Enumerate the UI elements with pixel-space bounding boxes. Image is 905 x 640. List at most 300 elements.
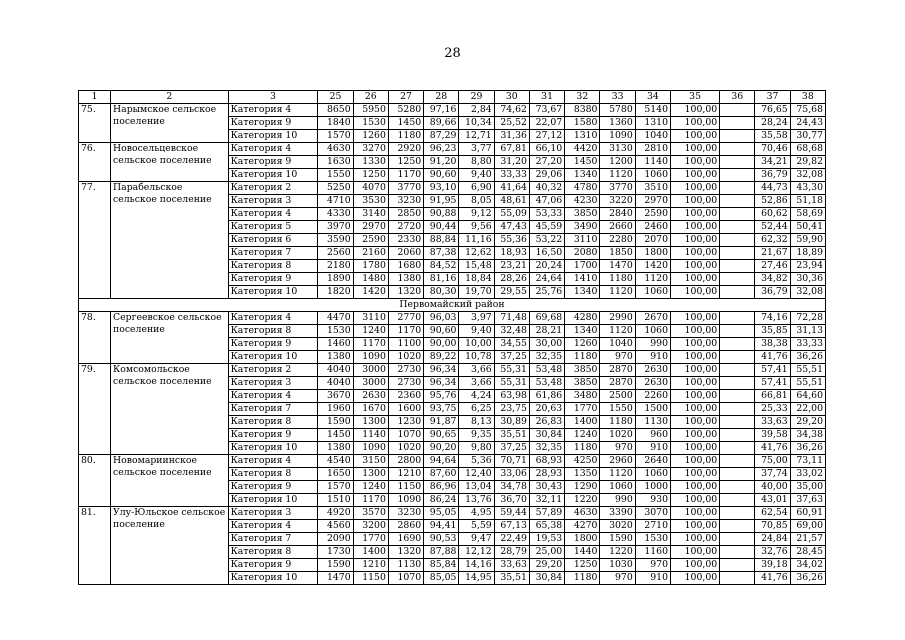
value-cell: 2640	[635, 455, 670, 468]
value-cell: 1800	[635, 247, 670, 260]
row-number: 79.	[79, 364, 111, 455]
column-header: 29	[459, 91, 494, 104]
value-cell: 32,48	[494, 325, 529, 338]
value-cell: 13,76	[459, 494, 494, 507]
value-cell: 1730	[318, 546, 353, 559]
value-cell: 4560	[318, 520, 353, 533]
value-cell: 97,16	[424, 104, 459, 117]
value-cell: 100,00	[671, 169, 720, 182]
value-cell: 1250	[353, 169, 388, 182]
table-row	[79, 364, 826, 377]
value-cell: 100,00	[671, 117, 720, 130]
settlement-name: Новомариинское сельское поселение	[111, 455, 229, 507]
value-cell: 1570	[318, 481, 353, 494]
value-cell: 1000	[635, 481, 670, 494]
category-cell: Категория 4	[228, 143, 318, 156]
value-cell: 100,00	[671, 156, 720, 169]
value-cell: 37,63	[790, 494, 825, 507]
value-cell	[720, 520, 755, 533]
value-cell: 4420	[565, 143, 600, 156]
value-cell: 4230	[565, 195, 600, 208]
value-cell: 64,60	[790, 390, 825, 403]
value-cell: 4330	[318, 208, 353, 221]
value-cell: 2670	[635, 312, 670, 325]
value-cell: 1840	[318, 117, 353, 130]
value-cell: 68,93	[529, 455, 564, 468]
value-cell: 1570	[318, 130, 353, 143]
column-header: 38	[790, 91, 825, 104]
value-cell: 90,65	[424, 429, 459, 442]
value-cell: 36,79	[755, 286, 790, 299]
value-cell: 5,59	[459, 520, 494, 533]
value-cell: 60,62	[755, 208, 790, 221]
value-cell: 1340	[565, 325, 600, 338]
value-cell: 1120	[600, 286, 635, 299]
value-cell: 1530	[353, 117, 388, 130]
value-cell: 24,64	[529, 273, 564, 286]
value-cell: 74,62	[494, 104, 529, 117]
value-cell: 3270	[353, 143, 388, 156]
value-cell: 100,00	[671, 338, 720, 351]
value-cell: 44,73	[755, 182, 790, 195]
value-cell: 3670	[318, 390, 353, 403]
value-cell: 4280	[565, 312, 600, 325]
value-cell: 1170	[388, 169, 423, 182]
value-cell: 4540	[318, 455, 353, 468]
value-cell: 23,75	[494, 403, 529, 416]
value-cell: 1130	[635, 416, 670, 429]
value-cell: 9,47	[459, 533, 494, 546]
value-cell: 67,81	[494, 143, 529, 156]
value-cell: 910	[635, 442, 670, 455]
row-number: 75.	[79, 104, 111, 143]
value-cell: 1320	[388, 286, 423, 299]
value-cell: 28,24	[755, 117, 790, 130]
value-cell: 1040	[600, 338, 635, 351]
value-cell: 2730	[388, 364, 423, 377]
value-cell: 910	[635, 572, 670, 585]
value-cell: 27,12	[529, 130, 564, 143]
value-cell: 96,34	[424, 364, 459, 377]
value-cell: 100,00	[671, 364, 720, 377]
value-cell: 75,68	[790, 104, 825, 117]
value-cell: 100,00	[671, 351, 720, 364]
value-cell: 68,68	[790, 143, 825, 156]
value-cell: 85,05	[424, 572, 459, 585]
value-cell: 100,00	[671, 247, 720, 260]
value-cell: 43,01	[755, 494, 790, 507]
page-number: 28	[444, 46, 461, 61]
value-cell: 32,11	[529, 494, 564, 507]
value-cell: 930	[635, 494, 670, 507]
value-cell: 55,31	[494, 364, 529, 377]
value-cell: 3,97	[459, 312, 494, 325]
value-cell: 1180	[600, 416, 635, 429]
value-cell: 1290	[565, 481, 600, 494]
value-cell: 4780	[565, 182, 600, 195]
value-cell: 2770	[388, 312, 423, 325]
value-cell: 20,24	[529, 260, 564, 273]
value-cell: 2,84	[459, 104, 494, 117]
value-cell: 3070	[635, 507, 670, 520]
value-cell: 5250	[318, 182, 353, 195]
value-cell: 88,84	[424, 234, 459, 247]
value-cell: 94,64	[424, 455, 459, 468]
value-cell: 29,82	[790, 156, 825, 169]
value-cell: 1770	[565, 403, 600, 416]
value-cell: 96,34	[424, 377, 459, 390]
value-cell: 2630	[635, 364, 670, 377]
value-cell: 1150	[388, 481, 423, 494]
value-cell: 1350	[565, 468, 600, 481]
value-cell	[720, 572, 755, 585]
value-cell: 47,06	[529, 195, 564, 208]
value-cell: 2860	[388, 520, 423, 533]
value-cell: 36,26	[790, 572, 825, 585]
value-cell: 75,00	[755, 455, 790, 468]
value-cell: 74,16	[755, 312, 790, 325]
value-cell: 1670	[353, 403, 388, 416]
value-cell: 9,40	[459, 169, 494, 182]
value-cell: 1220	[565, 494, 600, 507]
category-cell: Категория 8	[228, 260, 318, 273]
value-cell: 33,33	[494, 169, 529, 182]
value-cell: 69,68	[529, 312, 564, 325]
value-cell: 1460	[318, 338, 353, 351]
value-cell: 100,00	[671, 546, 720, 559]
value-cell	[720, 221, 755, 234]
value-cell: 11,16	[459, 234, 494, 247]
value-cell: 91,95	[424, 195, 459, 208]
value-cell: 1240	[353, 325, 388, 338]
value-cell: 19,70	[459, 286, 494, 299]
value-cell: 1510	[318, 494, 353, 507]
category-cell: Категория 10	[228, 130, 318, 143]
value-cell: 96,23	[424, 143, 459, 156]
value-cell: 3130	[600, 143, 635, 156]
value-cell: 41,76	[755, 442, 790, 455]
value-cell: 1210	[388, 468, 423, 481]
value-cell: 4040	[318, 377, 353, 390]
value-cell	[720, 208, 755, 221]
value-cell: 1240	[353, 481, 388, 494]
value-cell	[720, 429, 755, 442]
value-cell: 33,33	[790, 338, 825, 351]
category-cell: Категория 2	[228, 364, 318, 377]
value-cell: 990	[635, 338, 670, 351]
value-cell: 1160	[635, 546, 670, 559]
value-cell: 3770	[388, 182, 423, 195]
value-cell: 3850	[565, 364, 600, 377]
value-cell: 91,20	[424, 156, 459, 169]
value-cell: 27,46	[755, 260, 790, 273]
value-cell: 2560	[318, 247, 353, 260]
value-cell: 1090	[600, 130, 635, 143]
value-cell: 3000	[353, 364, 388, 377]
value-cell: 5950	[353, 104, 388, 117]
value-cell: 47,43	[494, 221, 529, 234]
value-cell: 910	[635, 351, 670, 364]
category-cell: Категория 9	[228, 481, 318, 494]
value-cell: 1060	[635, 468, 670, 481]
value-cell	[720, 546, 755, 559]
value-cell: 52,44	[755, 221, 790, 234]
value-cell: 25,33	[755, 403, 790, 416]
column-header: 34	[635, 91, 670, 104]
value-cell: 1450	[565, 156, 600, 169]
category-cell: Категория 4	[228, 455, 318, 468]
value-cell: 1120	[600, 169, 635, 182]
value-cell: 95,76	[424, 390, 459, 403]
value-cell: 2630	[353, 390, 388, 403]
value-cell: 1360	[600, 117, 635, 130]
value-cell: 100,00	[671, 559, 720, 572]
category-cell: Категория 4	[228, 312, 318, 325]
value-cell: 1090	[353, 442, 388, 455]
value-cell: 1230	[388, 416, 423, 429]
table-row	[79, 182, 826, 195]
value-cell: 5280	[388, 104, 423, 117]
value-cell: 34,82	[755, 273, 790, 286]
value-cell: 22,00	[790, 403, 825, 416]
value-cell: 53,48	[529, 377, 564, 390]
value-cell: 12,12	[459, 546, 494, 559]
value-cell: 1180	[565, 442, 600, 455]
value-cell: 1600	[388, 403, 423, 416]
value-cell: 970	[635, 559, 670, 572]
value-cell: 90,44	[424, 221, 459, 234]
value-cell: 1220	[600, 546, 635, 559]
value-cell: 87,29	[424, 130, 459, 143]
value-cell: 34,38	[790, 429, 825, 442]
value-cell: 62,54	[755, 507, 790, 520]
value-cell: 39,58	[755, 429, 790, 442]
value-cell: 58,69	[790, 208, 825, 221]
value-cell: 4630	[565, 507, 600, 520]
value-cell: 30,77	[790, 130, 825, 143]
value-cell: 1320	[388, 546, 423, 559]
value-cell: 21,57	[790, 533, 825, 546]
category-cell: Категория 3	[228, 377, 318, 390]
value-cell: 69,00	[790, 520, 825, 533]
value-cell: 3140	[353, 208, 388, 221]
value-cell: 2990	[600, 312, 635, 325]
value-cell: 34,02	[790, 559, 825, 572]
category-cell: Категория 7	[228, 533, 318, 546]
value-cell: 93,75	[424, 403, 459, 416]
value-cell: 100,00	[671, 468, 720, 481]
table-row	[79, 455, 826, 468]
value-cell: 1300	[353, 416, 388, 429]
value-cell: 1450	[318, 429, 353, 442]
value-cell: 1630	[318, 156, 353, 169]
table-row	[79, 143, 826, 156]
value-cell: 1700	[565, 260, 600, 273]
settlement-name: Парабельское сельское поселение	[111, 182, 229, 299]
value-cell: 2330	[388, 234, 423, 247]
value-cell: 18,93	[494, 247, 529, 260]
value-cell: 1150	[353, 572, 388, 585]
value-cell: 33,63	[494, 559, 529, 572]
value-cell	[720, 260, 755, 273]
value-cell: 100,00	[671, 390, 720, 403]
value-cell: 2850	[388, 208, 423, 221]
value-cell	[720, 286, 755, 299]
value-cell: 8,80	[459, 156, 494, 169]
value-cell: 1890	[318, 273, 353, 286]
column-header: 31	[529, 91, 564, 104]
value-cell: 2960	[600, 455, 635, 468]
value-cell: 1020	[600, 429, 635, 442]
value-cell	[720, 533, 755, 546]
value-cell: 62,32	[755, 234, 790, 247]
value-cell: 34,21	[755, 156, 790, 169]
value-cell: 5,36	[459, 455, 494, 468]
value-cell: 100,00	[671, 429, 720, 442]
value-cell	[720, 559, 755, 572]
value-cell: 1170	[353, 338, 388, 351]
value-cell: 2260	[635, 390, 670, 403]
value-cell: 100,00	[671, 195, 720, 208]
value-cell: 2970	[353, 221, 388, 234]
value-cell: 1180	[565, 351, 600, 364]
value-cell: 76,65	[755, 104, 790, 117]
value-cell: 1470	[318, 572, 353, 585]
category-cell: Категория 7	[228, 403, 318, 416]
value-cell: 73,11	[790, 455, 825, 468]
value-cell: 4,24	[459, 390, 494, 403]
value-cell: 3770	[600, 182, 635, 195]
value-cell: 12,71	[459, 130, 494, 143]
value-cell: 1530	[318, 325, 353, 338]
value-cell: 3110	[353, 312, 388, 325]
value-cell: 100,00	[671, 377, 720, 390]
value-cell: 4040	[318, 364, 353, 377]
value-cell: 86,24	[424, 494, 459, 507]
value-cell: 1180	[565, 572, 600, 585]
value-cell: 1480	[353, 273, 388, 286]
value-cell: 36,26	[790, 442, 825, 455]
value-cell	[720, 338, 755, 351]
value-cell: 990	[600, 494, 635, 507]
value-cell: 43,30	[790, 182, 825, 195]
value-cell: 9,40	[459, 325, 494, 338]
value-cell: 960	[635, 429, 670, 442]
value-cell: 90,20	[424, 442, 459, 455]
value-cell: 29,20	[790, 416, 825, 429]
settlement-name: Улу-Юльское сельское поселение	[111, 507, 229, 585]
row-number: 77.	[79, 182, 111, 299]
value-cell	[720, 494, 755, 507]
value-cell: 29,06	[529, 169, 564, 182]
value-cell: 31,20	[494, 156, 529, 169]
value-cell: 4250	[565, 455, 600, 468]
value-cell: 1070	[388, 429, 423, 442]
value-cell: 28,26	[494, 273, 529, 286]
value-cell: 13,04	[459, 481, 494, 494]
value-cell: 1380	[318, 442, 353, 455]
value-cell: 4,95	[459, 507, 494, 520]
value-cell: 1780	[353, 260, 388, 273]
value-cell: 1260	[353, 130, 388, 143]
value-cell: 1090	[353, 351, 388, 364]
value-cell: 970	[600, 442, 635, 455]
value-cell: 26,83	[529, 416, 564, 429]
category-cell: Категория 2	[228, 182, 318, 195]
value-cell: 2630	[635, 377, 670, 390]
value-cell: 3490	[565, 221, 600, 234]
column-header: 37	[755, 91, 790, 104]
category-cell: Категория 9	[228, 117, 318, 130]
value-cell: 1400	[565, 416, 600, 429]
category-cell: Категория 9	[228, 429, 318, 442]
value-cell: 30,84	[529, 429, 564, 442]
row-number: 76.	[79, 143, 111, 182]
value-cell	[720, 117, 755, 130]
value-cell: 5780	[600, 104, 635, 117]
value-cell: 87,38	[424, 247, 459, 260]
value-cell: 40,32	[529, 182, 564, 195]
value-cell: 1440	[565, 546, 600, 559]
value-cell: 4470	[318, 312, 353, 325]
value-cell: 87,60	[424, 468, 459, 481]
value-cell: 3850	[565, 377, 600, 390]
value-cell: 1650	[318, 468, 353, 481]
table-row	[79, 312, 826, 325]
value-cell: 70,46	[755, 143, 790, 156]
value-cell: 100,00	[671, 416, 720, 429]
value-cell: 100,00	[671, 325, 720, 338]
value-cell: 1060	[600, 481, 635, 494]
value-cell: 65,38	[529, 520, 564, 533]
value-cell: 37,25	[494, 351, 529, 364]
value-cell: 36,79	[755, 169, 790, 182]
value-cell: 3390	[600, 507, 635, 520]
value-cell: 35,00	[790, 481, 825, 494]
value-cell: 2870	[600, 377, 635, 390]
value-cell	[720, 403, 755, 416]
value-cell: 55,51	[790, 364, 825, 377]
value-cell: 32,35	[529, 442, 564, 455]
value-cell	[720, 104, 755, 117]
category-cell: Категория 4	[228, 390, 318, 403]
value-cell: 1330	[353, 156, 388, 169]
value-cell: 38,38	[755, 338, 790, 351]
value-cell: 9,56	[459, 221, 494, 234]
value-cell: 91,87	[424, 416, 459, 429]
value-cell: 6,25	[459, 403, 494, 416]
value-cell	[720, 325, 755, 338]
value-cell: 100,00	[671, 533, 720, 546]
value-cell: 66,10	[529, 143, 564, 156]
value-cell: 2970	[635, 195, 670, 208]
category-cell: Категория 10	[228, 494, 318, 507]
value-cell: 1200	[600, 156, 635, 169]
value-cell: 100,00	[671, 572, 720, 585]
value-cell	[720, 390, 755, 403]
value-cell: 63,98	[494, 390, 529, 403]
column-header: 25	[318, 91, 353, 104]
value-cell: 1140	[635, 156, 670, 169]
value-cell: 1590	[318, 559, 353, 572]
value-cell: 72,28	[790, 312, 825, 325]
column-header: 32	[565, 91, 600, 104]
value-cell: 100,00	[671, 520, 720, 533]
value-cell: 90,60	[424, 169, 459, 182]
value-cell: 14,95	[459, 572, 494, 585]
value-cell: 1060	[635, 286, 670, 299]
value-cell: 93,10	[424, 182, 459, 195]
